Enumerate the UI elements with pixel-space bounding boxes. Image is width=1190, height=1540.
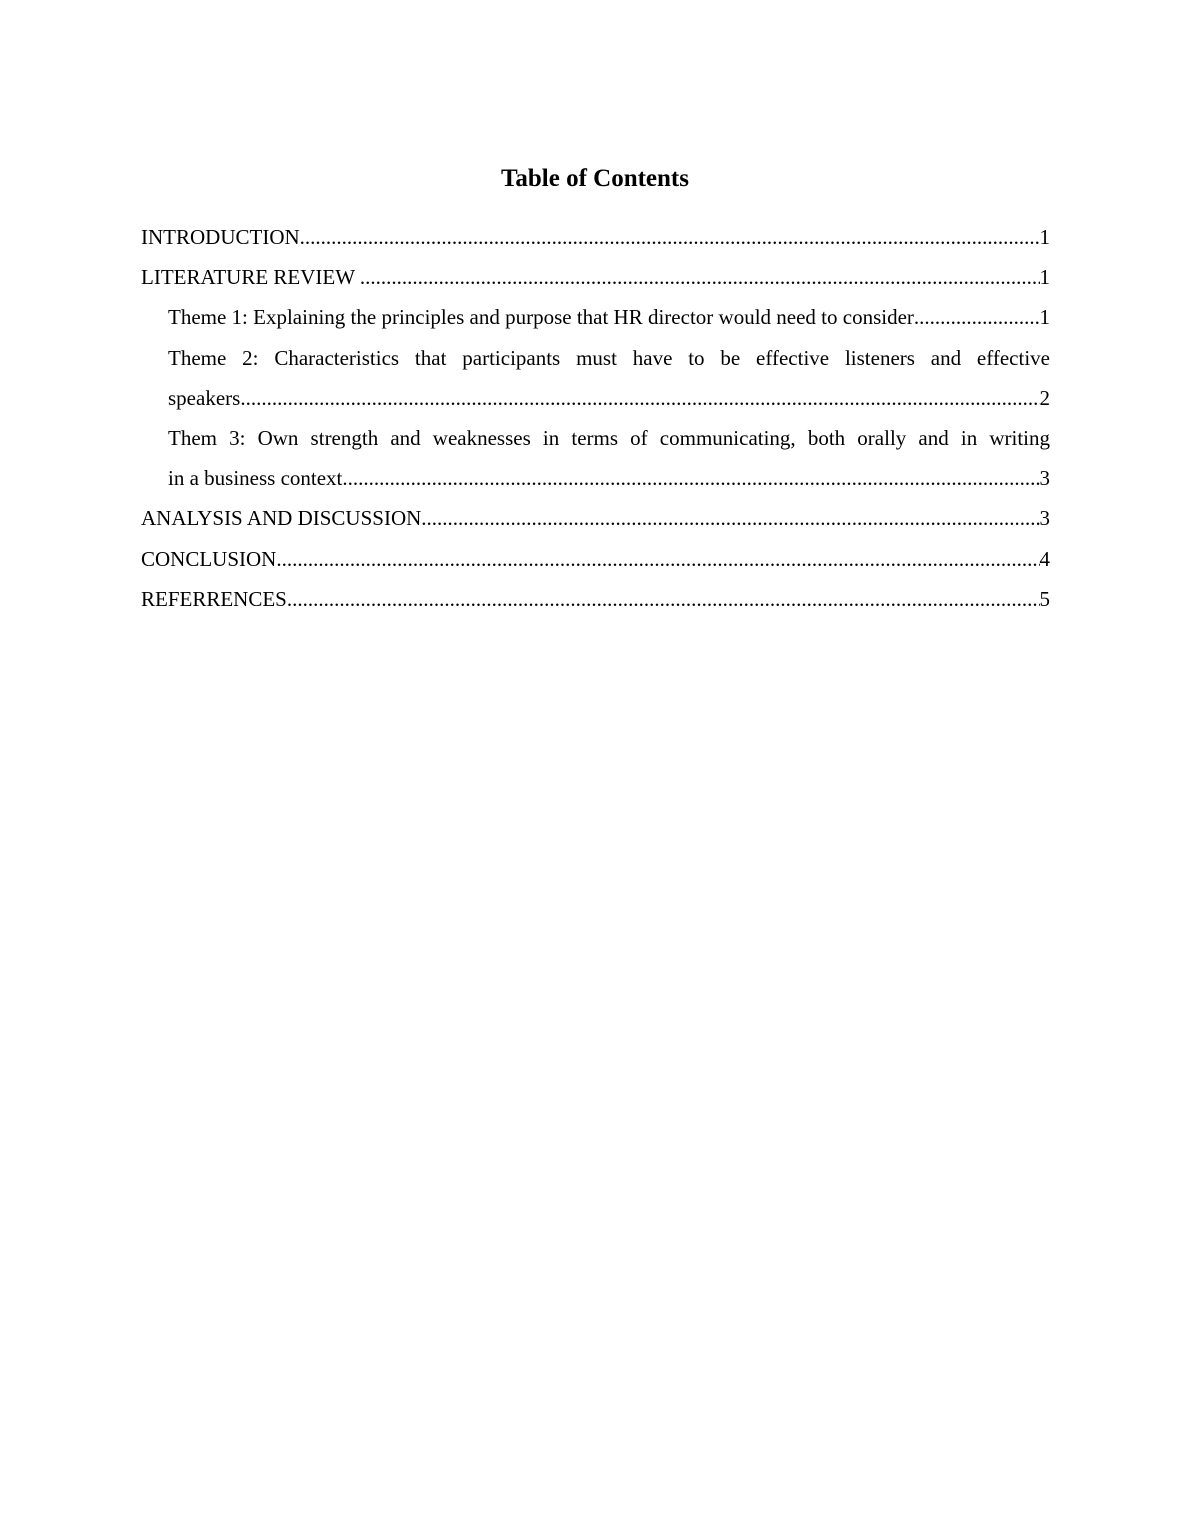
toc-dot-leader (240, 378, 1039, 418)
toc-entry-theme-1[interactable] (168, 297, 1050, 337)
toc-dot-leader (421, 498, 1039, 538)
toc-entry-label: ANALYSIS AND DISCUSSION (141, 506, 422, 531)
toc-page-number: 2 (1039, 385, 1050, 410)
toc-entry-label-line-2: speakers (168, 385, 241, 410)
toc-dot-leader (300, 217, 1040, 257)
toc-entry-introduction[interactable] (141, 217, 1050, 257)
toc-entry-label: LITERATURE REVIEW (141, 265, 360, 290)
toc-dot-leader (914, 297, 1040, 337)
toc-entry-label: CONCLUSION (141, 546, 277, 571)
toc-dot-leader (360, 257, 1040, 297)
toc-entry-label-line-2: in a business context (168, 466, 343, 491)
toc-page-number: 5 (1039, 586, 1050, 611)
toc-entry-literature-review[interactable] (141, 257, 1050, 297)
toc-entry-label: INTRODUCTION (141, 225, 300, 249)
toc-entry-conclusion[interactable] (141, 539, 1050, 579)
toc-dot-leader (276, 539, 1039, 579)
toc-entry-theme-2[interactable] (168, 338, 1050, 418)
toc-page-number: 3 (1039, 506, 1050, 531)
table-of-contents (141, 217, 1050, 619)
toc-page-number: 4 (1039, 546, 1050, 571)
toc-page-number: 1 (1039, 265, 1050, 290)
toc-page-number: 1 (1039, 305, 1050, 330)
toc-dot-leader (287, 579, 1040, 619)
toc-entry-theme-3[interactable] (168, 418, 1050, 498)
toc-page-number: 1 (1039, 225, 1050, 249)
toc-entry-label-line-1: Theme 2: Characteristics that participants must have to be effective listeners and effective (168, 345, 1050, 370)
toc-entry-label-line-1: Them 3: Own strength and weaknesses in terms of communicating, both orally and in writing (168, 426, 1050, 451)
toc-entry-label: REFERRENCES (141, 586, 287, 611)
toc-page-number: 3 (1039, 466, 1050, 491)
toc-entry-label: Theme 1: Explaining the principles and purpose that HR director would need to consider (168, 305, 914, 330)
toc-entry-references[interactable] (141, 579, 1050, 619)
page-title: Table of Contents (501, 165, 689, 192)
toc-entry-analysis-and-discussion[interactable] (141, 498, 1050, 538)
toc-dot-leader (342, 458, 1039, 498)
